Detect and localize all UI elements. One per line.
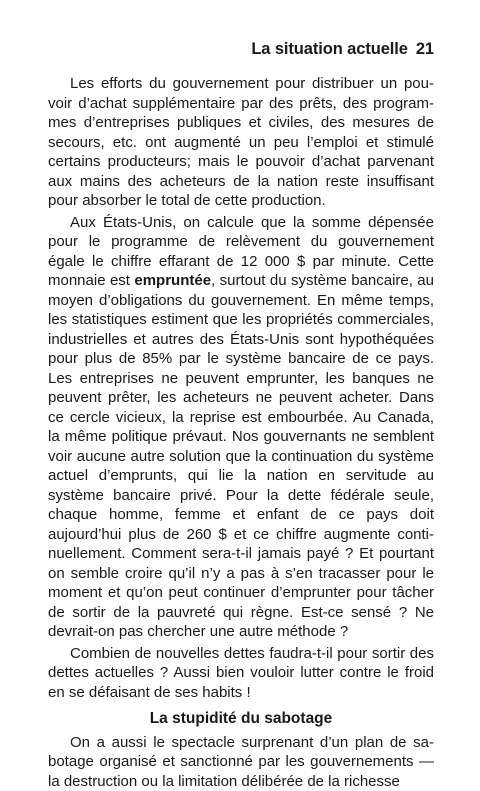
paragraph: On a aussi le spectacle surprenant d’un plan de sabotage organisé et sanctionné par les gouvernements — la destruction ou la limitation délibérée de la richesse xyxy=(48,733,434,791)
paragraph-text: , surtout du système bancaire, au moyen d’obligations du gouvernement. En même temps, les statistiques estiment que les propriétés commerciales, industrielles et autres des États-Unis sont hypothéquées pour plus de 85% par le système bancaire de ce pays. Les entreprises ne peuvent emprunter, les banques ne peuvent prêter, les acheteurs ne peuvent acheter. Dans ce cercle vicieux, la reprise est embourbée. Au Canada, la même politique prévaut. Nos gouvernants ne semblent voir aucune autre solution que la continuation du système actuel d’emprunts, qui lie la nation en servitude au système bancaire privé. Pour la dette fédérale seule, chaque homme, femme et enfant de ce pays doit aujourd’hui plus de 260 $ et ce chiffre augmente continuellement. Comment sera-t-il jamais payé ? Et pourtant on semble croire qu’il n’y a pas à s’en tracasser pour le moment et qu’on peut continuer d’emprunter pour tâcher de sortir de la pauvreté qui règne. Est-ce sensé ? Ne devrait-on pas chercher une autre méthode ? xyxy=(48,272,434,640)
section-heading: La stupidité du sabotage xyxy=(48,709,434,729)
paragraph: Combien de nouvelles dettes faudra-t-il pour sortir des dettes actuelles ? Aussi bien vouloir lutter contre le froid en se défaisant de ses habits ! xyxy=(48,644,434,703)
paragraph-text: Aux États-Unis, on calcule que la somme dépensée pour le programme de relèvement du gouvernement égale le chiffre effarant de 12 000 $ par minute. Cette monnaie est xyxy=(48,214,434,290)
running-header xyxy=(251,40,434,59)
page-number: 21 xyxy=(416,40,434,58)
paragraph: Les efforts du gouvernement pour distribuer un pouvoir d’achat supplémentaire par des prêts, des programmes d’entreprises publiques et civiles, des mesures de secours, etc. ont augmenté un peu l’emploi et stimulé certains producteurs; mais le pouvoir d’achat parvenant aux mains des acheteurs de la nation reste insuffisant pour absorber le total de cette production. xyxy=(48,74,434,211)
emphasis-word: empruntée xyxy=(134,272,211,289)
body-text xyxy=(48,74,434,791)
paragraph xyxy=(48,213,434,642)
chapter-title: La situation actuelle xyxy=(251,40,408,58)
